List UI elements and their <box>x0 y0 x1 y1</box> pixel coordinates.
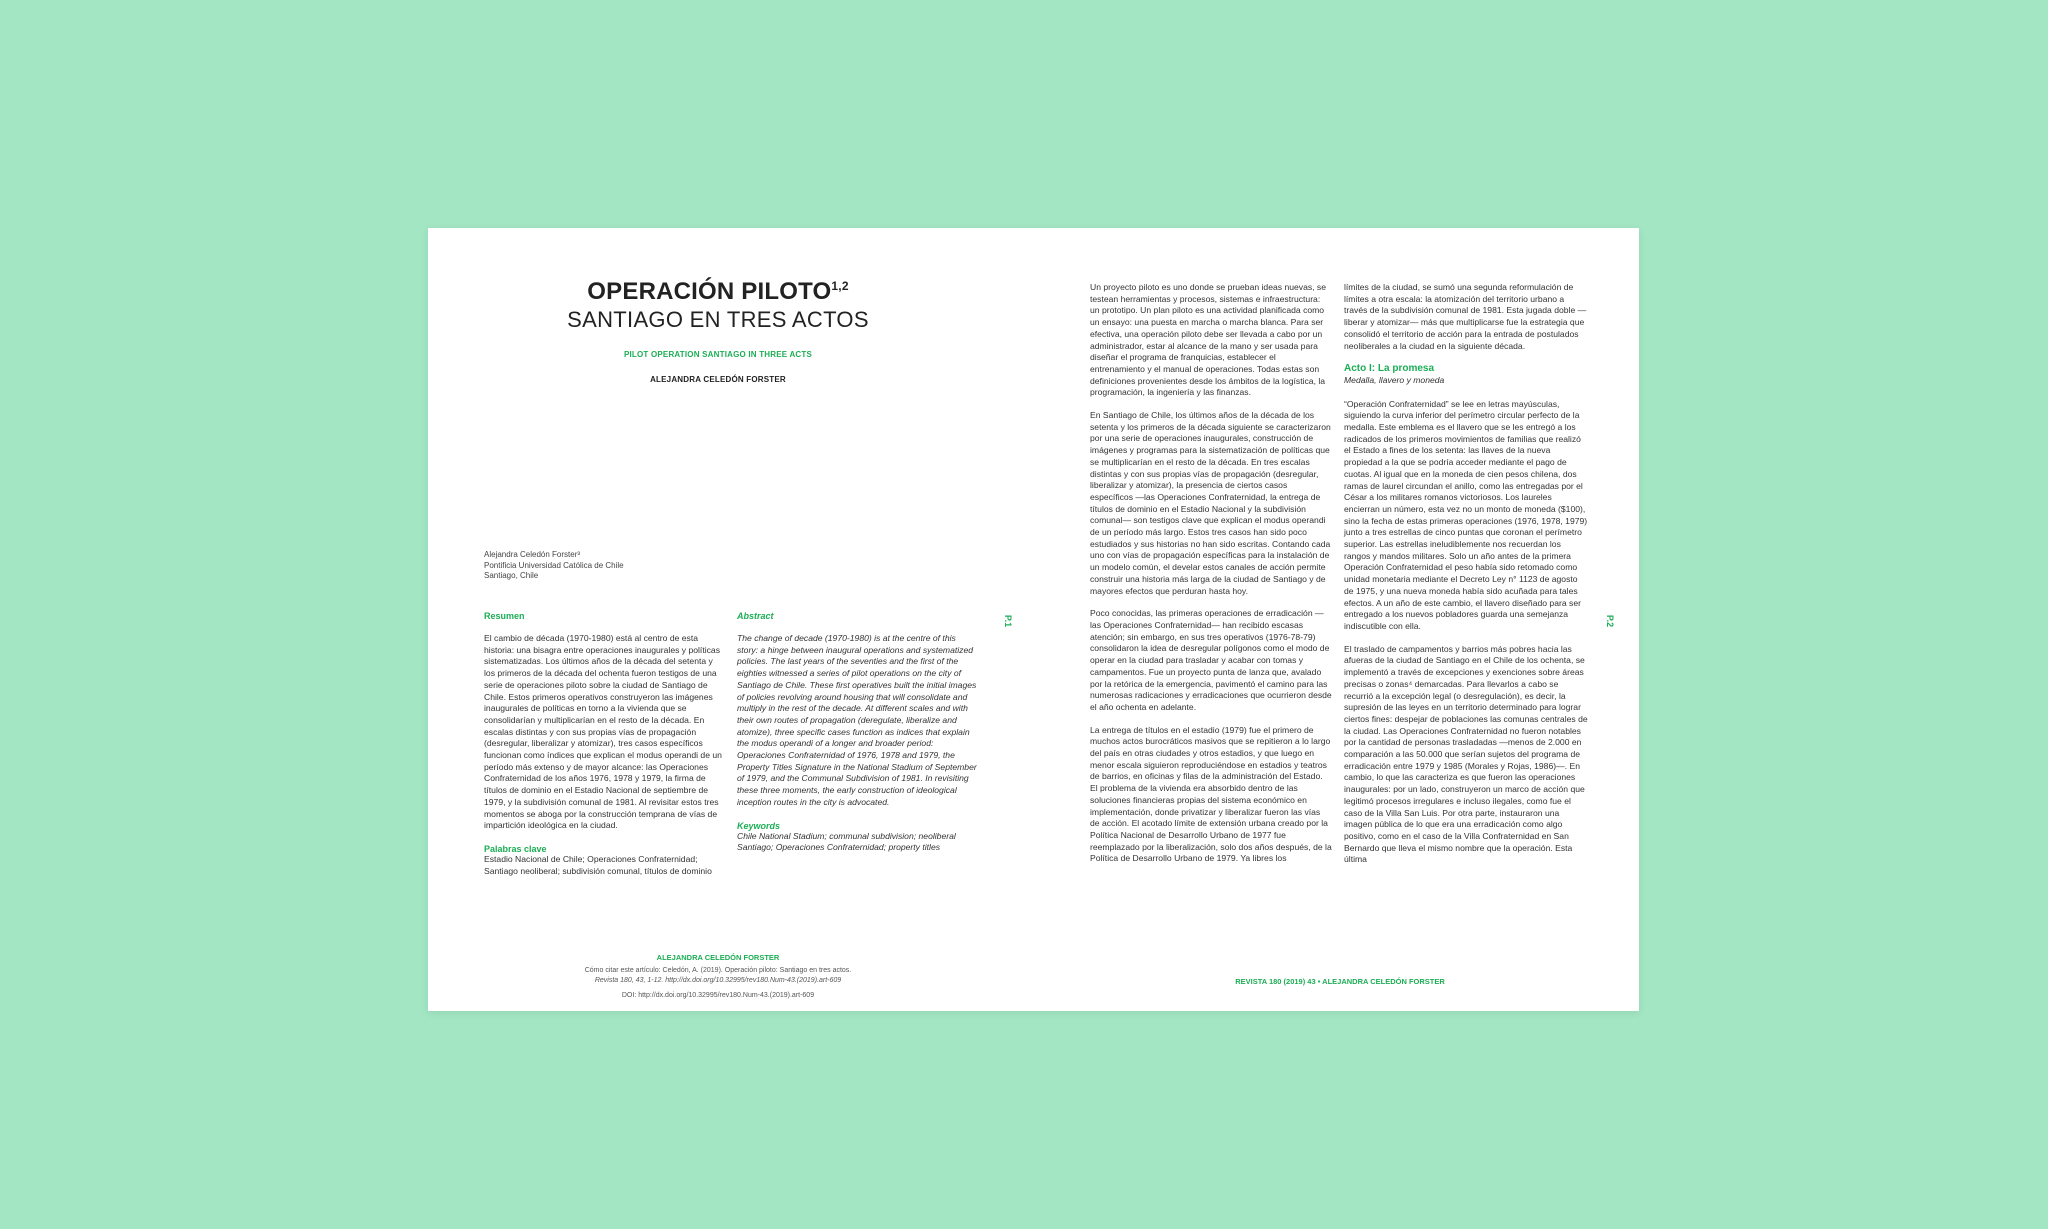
title-superscript: 1,2 <box>831 279 849 293</box>
keywords-text: Chile National Stadium; communal subdivision; neoliberal Santiago; Operaciones Confraternidad; property titles <box>737 830 956 853</box>
page-number-1: P.1 <box>1003 614 1014 628</box>
palabras-clave-heading: Palabras clave <box>484 843 547 854</box>
resumen-section <box>484 611 724 877</box>
title-main-text: OPERACIÓN PILOTO <box>587 278 832 305</box>
paragraph: Poco conocidas, las primeras operaciones de erradicación —las Operaciones Confraternidad— han recibido escasas atención; sin embargo, en sus tres operativos (1976-78-79) consolidaron la idea de desregular polígonos como el modo de operar en la ciudad para trasladar y acabar con tomas y campamentos. Fue un proyecto punta de lanza que, avalado por la retórica de la emergencia, pavimentó el camino para las numerosas radicaciones y erradicaciones que ocurrieron desde el año ochenta en adelante. <box>1090 608 1332 712</box>
citation-line-2: Revista 180, 43, 1-12. http://dx.doi.org/10.32995/rev180.Num-43.(2019).art-609 <box>594 977 842 984</box>
right-column-1 <box>1090 282 1332 876</box>
paragraph: Un proyecto piloto es uno donde se prueban ideas nuevas, se testean herramientas y procesos, sistemas e infraestructura: un prototipo. Un plan piloto es una actividad planificada como un ensayo: una puesta en marcha o marcha blanca. Para ser efectiva, una operación piloto debe ser llevada a cabo por un administrador, estar al alcance de la mano y ser usada para diseñar el programa de franquicias, establecer el entrenamiento y el manual de operaciones. Todas estas son definiciones provenientes desde los ámbitos de la logística, la programación, la ingeniería y las finanzas. <box>1090 282 1327 398</box>
paragraph: límites de la ciudad, se sumó una segunda reformulación de límites a otra escala: la atomización del territorio urbano a través de la subdivisión comunal de 1981. Esta jugada doble —liberar y atomizar— más que multiplicarse fue la estrategia que consolidó el territorio de acción para la entrada de postulados neoliberales a la ciudad en la siguiente década. <box>1344 282 1587 351</box>
affiliation-city: Santiago, Chile <box>484 571 539 580</box>
paragraph: La entrega de títulos en el estadio (1979) fue el primero de muchos actos burocráticos masivos que se repitieron a lo largo del país en otras ciudades y otros estadios, y que luego en menor escala siguieron reproduciéndose en estadios y teatros de barrios, en oficinas y filas de la administración del Estado. El problema de la vivienda era absorbido dentro de las soluciones financieras propias del sistema económico en implementación, donde privatizar y liberalizar fueron las vías de acción. El acotado límite de extensión urbana creado por la Política Nacional de Desarrollo Urbano de 1977 fue reemplazado por la liberalización, solo dos años después, de la Política de Desarrollo Urbano de 1979. Ya libres los <box>1090 724 1332 864</box>
page-number-2: P.2 <box>1605 614 1616 628</box>
section-heading-acto-1: Acto I: La promesa <box>1344 363 1435 375</box>
page-title <box>488 278 948 306</box>
doi: DOI: http://dx.doi.org/10.32995/rev180.Num-43.(2019).art-609 <box>621 992 815 999</box>
author-name: ALEJANDRA CELEDÓN FORSTER <box>650 375 786 384</box>
paragraph: El traslado de campamentos y barrios más pobres hacia las afueras de la ciudad de Santiago en el Chile de los ochenta, se implementó a través de excepciones y exenciones sobre áreas precisas o zonas⁴ demarcadas. Para llevarlos a cabo se recurrió a la excepción legal (o desregulación), es decir, la supresión de las leyes en un territorio determinado para lograr ciertos fines: despejar de poblaciones las comunas centrales de la ciudad. Las Operaciones Confraternidad no fueron notables por la cantidad de personas trasladadas —menos de 2.000 en comparación a las 50.000 que serían sujetos del programa de erradicación entre 1979 y 1985 (Morales y Rojas, 1986)—. En cambio, lo que las caracteriza es que fueron las operaciones inaugurales: por un lado, construyeron un marco de acción que legitimó procesos irregulares e incluso ilegales, como fue el caso de la Villa San Luis. Por otra parte, instauraron una imagen pública de lo que era una erradicación como algo positivo, como en el caso de la Villa Confraternidad en San Bernardo que lleva el mismo nombre que la operación. Esta última <box>1344 643 1588 865</box>
resumen-heading: Resumen <box>484 611 525 621</box>
palabras-clave-text: Estadio Nacional de Chile; Operaciones Confraternidad; Santiago neoliberal; subdivisión comunal, títulos de dominio <box>484 853 712 876</box>
keywords-heading: Keywords <box>737 820 781 831</box>
abstract-heading: Abstract <box>737 611 774 621</box>
footer-author: ALEJANDRA CELEDÓN FORSTER <box>656 953 780 962</box>
paragraph: “Operación Confraternidad” se lee en letras mayúsculas, siguiendo la curva inferior del perímetro circular perfecto de la medalla. Este emblema es el llavero que se les entregó a los radicados de los primeros movimientos de familias que realizó el Estado a fines de los setenta: las llaves de la nueva propiedad a la que se podría acceder mediante el pago de cuotas. Al igual que en la moneda de cien pesos chilena, dos ramas de laurel circundan el anillo, como las entregadas por el César a los militares romanos victoriosos. Los laureles encierran un número, esta vez no un monto de moneda ($100), sino la fecha de estas primeras operaciones (1976, 1978, 1979) junto a tres estrellas de cinco puntas que coronan el perímetro superior. Las estrellas ineludiblemente nos recuerdan los rangos y mandos militares. Solo un año antes de la primera Operación Confraternidad el peso había sido retomado como unidad monetaria mediante el Decreto Ley n° 1123 de agosto de 1975, y una nueva moneda había sido acuñada para tales efectos. A un año de este cambio, el llavero diseñado para ser entregado a los nuevos pobladores guarda una semejanza indiscutible con ella. <box>1344 398 1588 631</box>
citation <box>488 966 948 986</box>
abstract-text: The change of decade (1970-1980) is at the centre of this story: a hinge between inaugural operations and systematized policies. The last years of the seventies and the first of the eighties witnessed a series of pilot operations on the city of Santiago de Chile. These first operatives built the initial images of policies revolving around housing that will consolidate and multiply in the rest of the decade. At different scales and with their own routes of propagation (deregulate, liberalize and atomize), three specific cases function as indices that explain the modus operandi of a longer and broader period: Operaciones Confraternidad of 1976, 1978 and 1979, the Property Titles Signature in the National Stadium of September of 1979, and the Communal Subdivision of 1981. In revisiting these three moments, the early construction of ideological inception routes in the city is advocated. <box>737 633 977 807</box>
resumen-text: El cambio de década (1970-1980) está al centro de esta historia: una bisagra entre operaciones inaugurales y políticas sistematizadas. Los últimos años de la década del setenta y los primeros de la década del ochenta fueron testigos de una serie de operaciones piloto sobre la ciudad de Santiago de Chile. Estos primeros operativos construyeron las imágenes inaugurales de políticas en torno a la vivienda que se consolidarían y multiplicarían en el resto de la década. En escalas distintas y con sus propias vías de propagación (desregular, liberalizar y atomizar), tres casos específicos funcionan como índices que explican el modus operandi de un período más extenso y de mayor alcance: las Operaciones Confraternidad de los años 1976, 1978 y 1979, la firma de títulos de dominio en el Estadio Nacional de septiembre de 1979, y la subdivisión comunal de 1981. Al revisitar estos tres momentos se aboga por la construcción temprana de vías de impartición ideológica en la ciudad. <box>484 633 722 831</box>
affiliation <box>484 550 684 582</box>
affiliation-name: Alejandra Celedón Forster³ <box>484 550 581 559</box>
right-footer: REVISTA 180 (2019) 43 • ALEJANDRA CELEDÓN FORSTER <box>1235 977 1445 986</box>
document-spread <box>428 228 1639 1011</box>
paragraph: En Santiago de Chile, los últimos años de la década de los setenta y los primeros de la década siguiente se caracterizaron por una serie de operaciones inaugurales, construcción de imágenes y programas para la sistematización de políticas que se multiplicarían en el resto de la década. En tres escalas distintas y con sus propias vías de propagación (desregular, liberalizar y atomizar), la presencia de ciertos casos específicos —las Operaciones Confraternidad, la entrega de títulos de dominio en el Estadio Nacional y la subdivisión comunal— son testigos clave que explican el modus operandi de un período más largo. Estos tres casos han sido poco estudiados y sus historias no han sido escritas. Contando cada uno con vías de propagación específicas para la instalación de un modelo común, el develar estos canales de acción permite construir una historia más larga de la ciudad de Santiago y de mayores efectos que perduran hasta hoy. <box>1090 410 1331 596</box>
citation-line-1: Cómo citar este artículo: Celedón, A. (2019). Operación piloto: Santiago en tres actos. <box>584 967 852 974</box>
right-column-2 <box>1344 282 1588 877</box>
affiliation-university: Pontificia Universidad Católica de Chile <box>484 560 624 570</box>
section-subheading: Medalla, llavero y moneda <box>1344 374 1445 385</box>
abstract-section <box>737 611 977 854</box>
english-title: PILOT OPERATION SANTIAGO IN THREE ACTS <box>623 350 813 359</box>
page-subtitle: SANTIAGO EN TRES ACTOS <box>567 307 869 332</box>
